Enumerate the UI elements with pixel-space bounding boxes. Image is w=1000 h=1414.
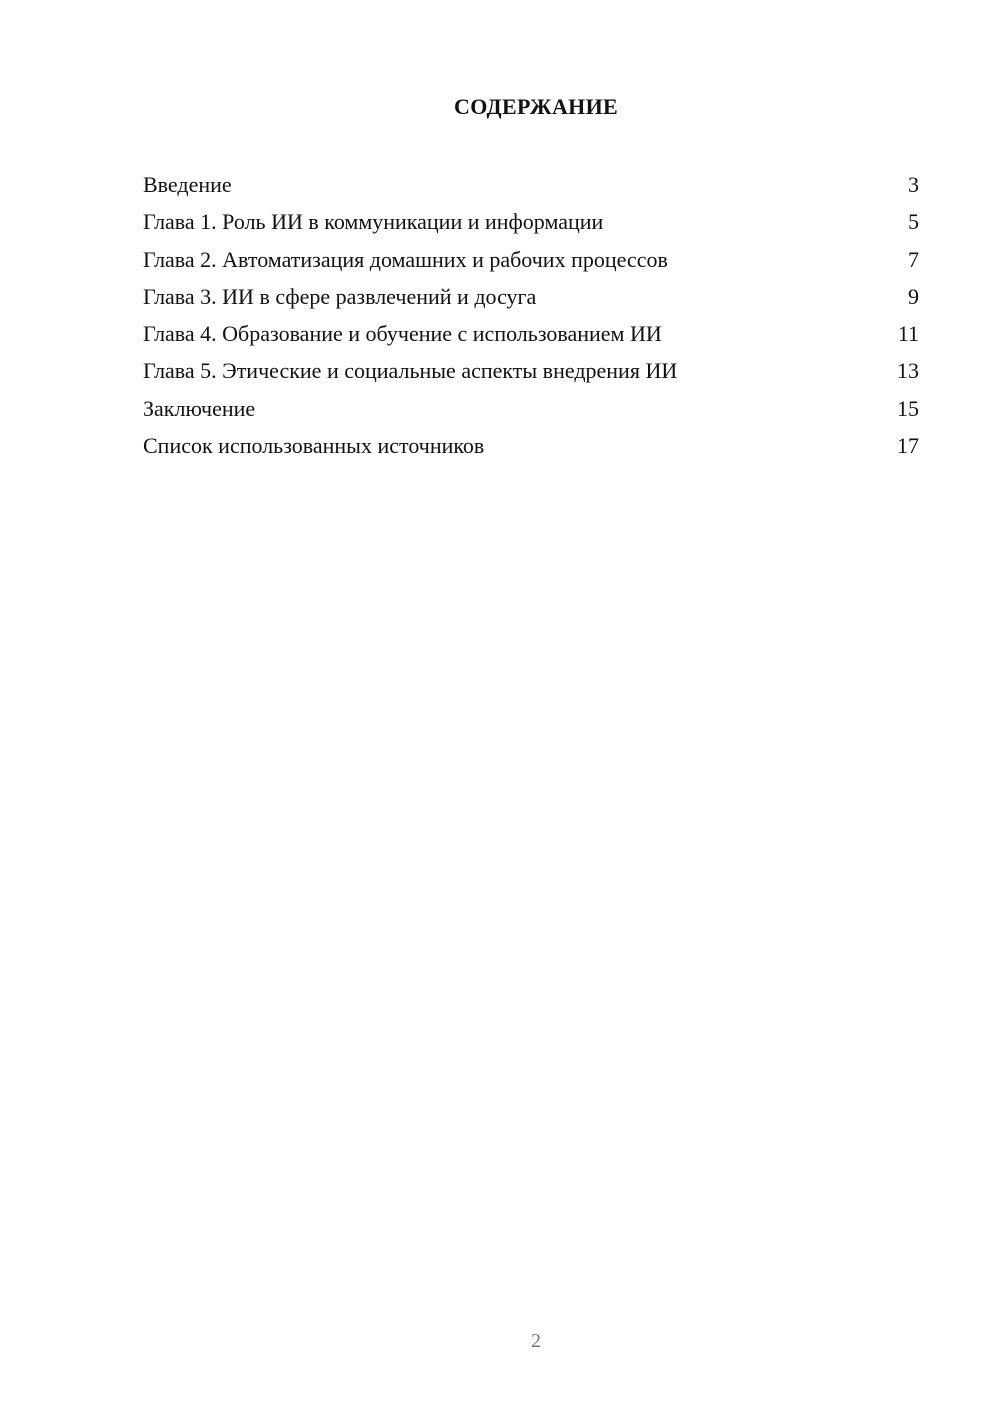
table-of-contents — [143, 166, 919, 464]
toc-entry-chapter-2 — [143, 241, 919, 278]
toc-entry-chapter-4 — [143, 315, 919, 352]
toc-entry-label: Глава 2. Автоматизация домашних и рабочих процессов — [143, 246, 668, 272]
toc-entry-page: 13 — [897, 358, 919, 384]
toc-entry-page: 9 — [908, 283, 919, 309]
toc-entry-page: 5 — [908, 209, 919, 235]
toc-entry-label: Глава 4. Образование и обучение с использованием ИИ — [143, 321, 662, 347]
toc-entry-label: Список использованных источников — [143, 433, 485, 459]
toc-entry-conclusion — [143, 390, 919, 427]
toc-entry-label: Заключение — [143, 395, 256, 421]
toc-entry-label: Глава 1. Роль ИИ в коммуникации и информации — [143, 209, 604, 235]
toc-entry-chapter-5 — [143, 352, 919, 389]
toc-entry-introduction — [143, 166, 919, 203]
toc-entry-label: Введение — [143, 172, 232, 197]
toc-entry-page: 11 — [897, 321, 919, 347]
toc-entry-label: Глава 5. Этические и социальные аспекты внедрения ИИ — [143, 358, 678, 384]
toc-entry-page: 15 — [897, 395, 919, 421]
toc-entry-chapter-3 — [143, 278, 919, 315]
toc-entry-label: Глава 3. ИИ в сфере развлечений и досуга — [143, 283, 537, 309]
toc-entry-page: 3 — [908, 172, 919, 197]
toc-entry-references — [143, 427, 919, 464]
toc-entry-page: 17 — [897, 433, 919, 459]
toc-entry-page: 7 — [908, 246, 919, 272]
toc-entry-chapter-1 — [143, 203, 919, 240]
page-number: 2 — [531, 1330, 541, 1352]
page-title: СОДЕРЖАНИЕ — [454, 94, 618, 119]
